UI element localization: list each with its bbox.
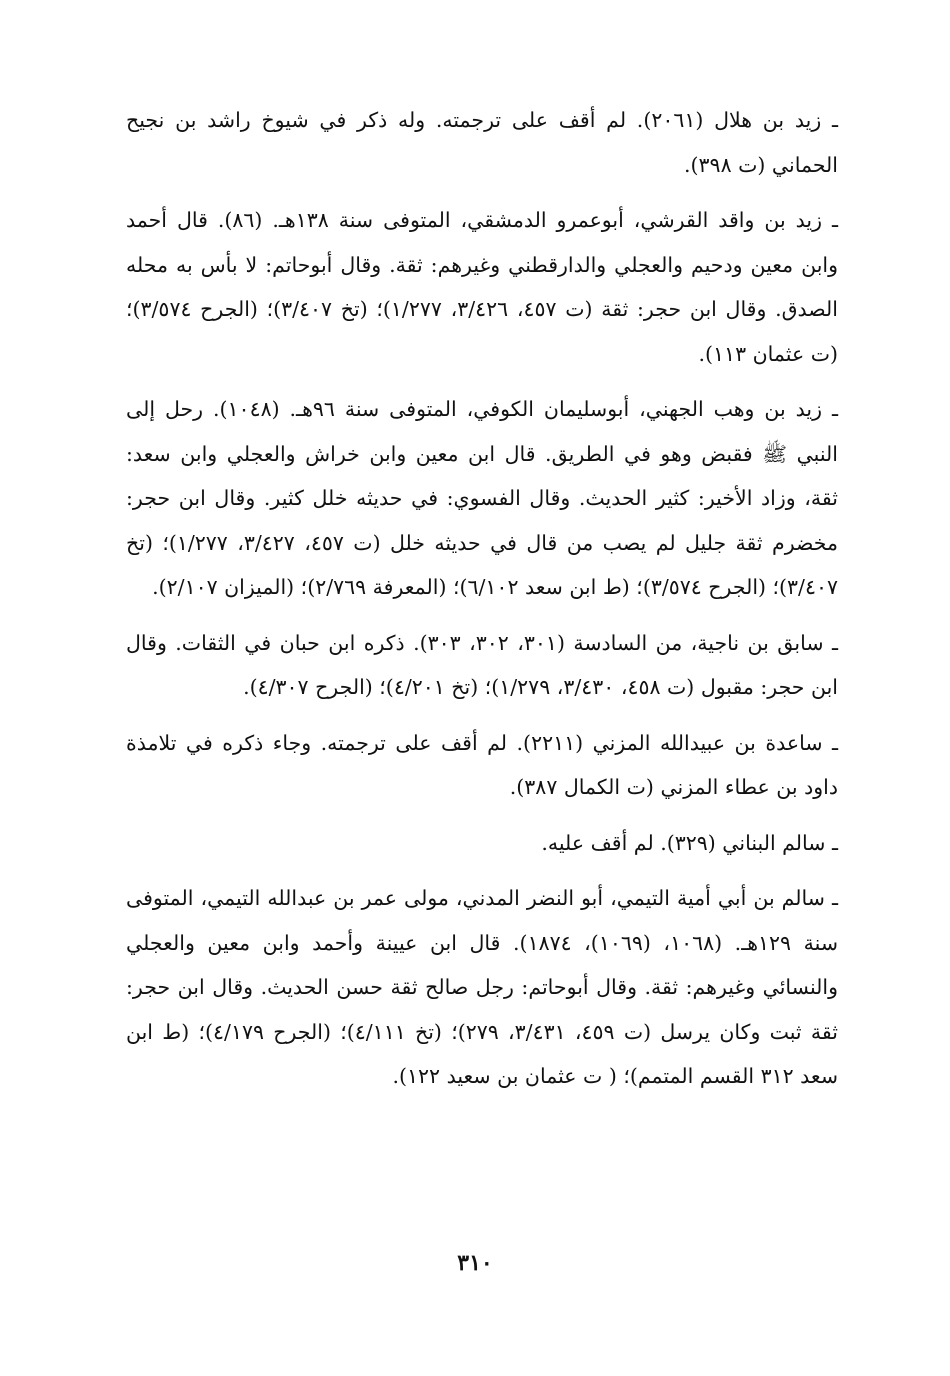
entry-salim-al-bunani: ـ سالم البناني (٣٢٩). لم أقف عليه. — [541, 830, 838, 855]
page-number: ٣١٠ — [457, 1250, 493, 1276]
entry-zayd-bin-waqid: ـ زيد بن واقد القرشي، أبوعمرو الدمشقي، المتوفى سنة ١٣٨هـ. (٨٦). قال أحمد وابن معين ودحيم والعجلي والدارقطني وغيرهم: ثقة. وقال أبوحاتم: لا بأس به محله الصدق. وقال ابن حجر: ثقة (ت ٤٥٧، ٣/٤٢٦، ١/٢٧٧)؛ (تخ ٣/٤٠٧)؛ (الجرح ٣/٥٧٤)؛ (ت عثمان ١١٣). — [126, 208, 838, 366]
entry-salim-bin-abi-umayya: ـ سالم بن أبي أمية التيمي، أبو النضر المدني، مولى عمر بن عبدالله التيمي، المتوفى سنة ١٢٩هـ. (١٠٦٨، (١٠٦٩)، ١٨٧٤). قال ابن عيينة وأحمد وابن معين والعجلي والنسائي وغيرهم: ثقة. وقال أبوحاتم: رجل صالح ثقة حسن الحديث. وقال ابن حجر: ثقة ثبت وكان يرسل (ت ٤٥٩، ٣/٤٣١، ٢٧٩)؛ (تخ ٤/١١١)؛ (الجرح ٤/١٧٩)؛ (ط ابن سعد ٣١٢ القسم المتمم)؛ ( ت عثمان بن سعيد ١٢٢). — [126, 886, 839, 1088]
entry-zayd-bin-hilal: ـ زيد بن هلال (٢٠٦١). لم أقف على ترجمته. وله ذكر في شيوخ راشد بن نجيح الحماني (ت ٣٩٨). — [126, 108, 838, 177]
entry-sabiq-bin-najiya: ـ سابق بن ناجية، من السادسة (٣٠١، ٣٠٢، ٣٠٣). ذكره ابن حبان في الثقات. وقال ابن حجر: مقبول (ت ٤٥٨، ٣/٤٣٠، ١/٢٧٩)؛ (تخ ٤/٢٠١)؛ (الجرح ٤/٣٠٧). — [126, 630, 838, 699]
entry-saida-bin-ubaydallah: ـ ساعدة بن عبيدالله المزني (٢٢١١). لم أقف على ترجمته. وجاء ذكره في تلامذة داود بن عطاء المزني (ت الكمال ٣٨٧). — [126, 730, 838, 799]
entry-zayd-bin-wahb: ـ زيد بن وهب الجهني، أبوسليمان الكوفي، المتوفى سنة ٩٦هـ. (١٠٤٨). رحل إلى النبي ﷺ فقبض وهو في الطريق. قال ابن معين وابن خراش والعجلي وابن سعد: ثقة، وزاد الأخير: كثير الحديث. وقال الفسوي: في حديثه خلل كثير. وقال ابن حجر: مخضرم ثقة جليل لم يصب من قال في حديثه خلل (ت ٤٥٧، ٣/٤٢٧، ١/٢٧٧)؛ (تخ ٣/٤٠٧)؛ (الجرح ٣/٥٧٤)؛ (ط ابن سعد ٦/١٠٢)؛ (المعرفة ٢/٧٦٩)؛ (الميزان ٢/١٠٧). — [126, 397, 839, 599]
page-body — [126, 98, 838, 1110]
